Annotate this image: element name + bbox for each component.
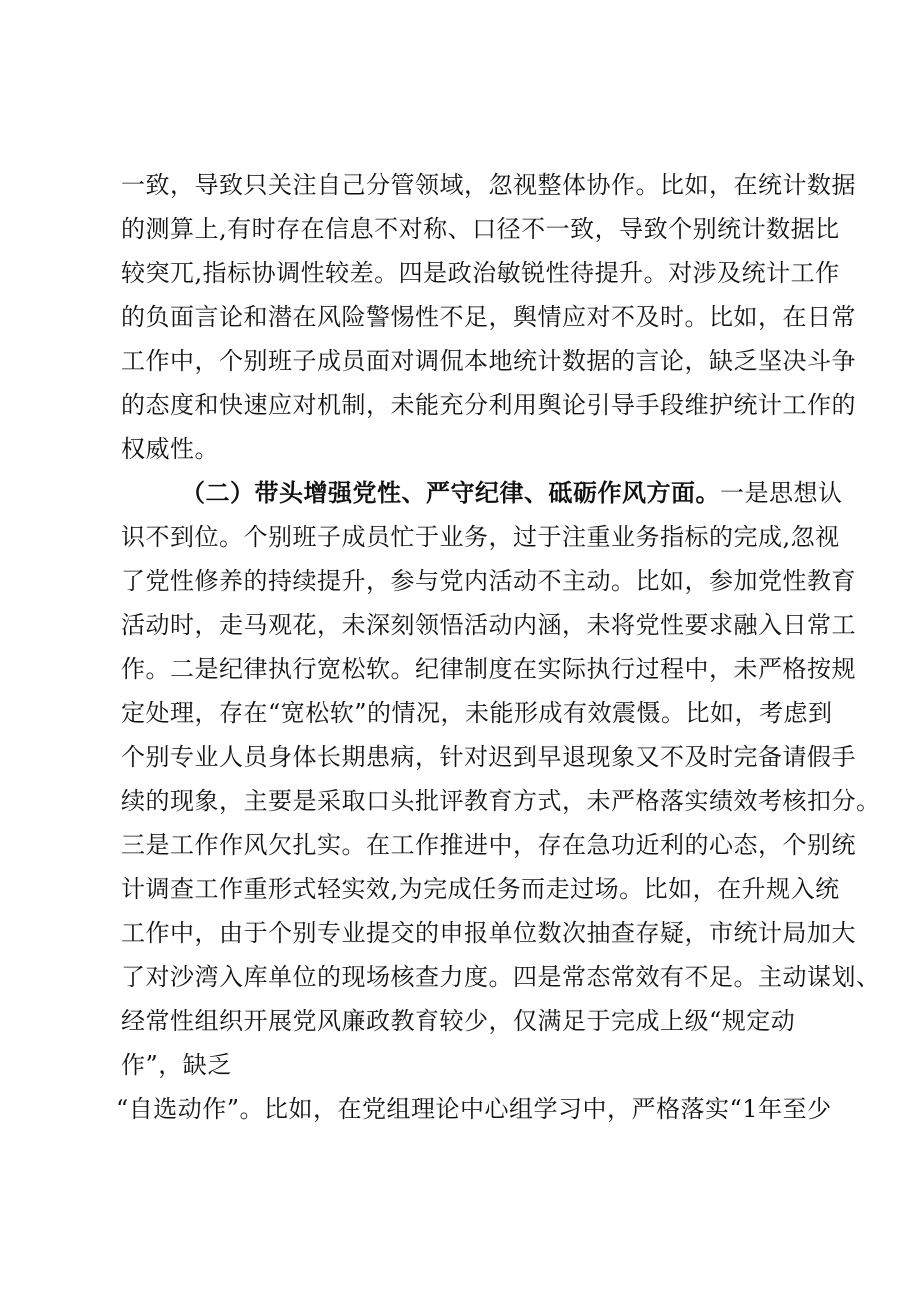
paragraph-line: 的态度和快速应对机制，未能充分利用舆论引导手段维护统计工作的 bbox=[121, 391, 856, 419]
paragraph-line: 工作中，由于个别专业提交的申报单位数次抽查存疑，市统计局加大 bbox=[121, 919, 856, 947]
paragraph-line: 一致，导致只关注自己分管领域，忽视整体协作。比如，在统计数据 bbox=[121, 171, 856, 199]
section-first-line bbox=[181, 478, 843, 508]
paragraph-line: 续的现象，主要是采取口头批评教育方式，未严格落实绩效考核扣分。 bbox=[121, 787, 881, 815]
paragraph-line: 活动时，走马观花，未深刻领悟活动内涵，未将党性要求融入日常工 bbox=[121, 611, 856, 639]
paragraph-line: 定处理，存在“宽松软”的情况，未能形成有效震慑。比如，考虑到 bbox=[121, 699, 833, 727]
paragraph-line: 作”，缺乏 bbox=[121, 1051, 232, 1079]
paragraph-line: 了对沙湾入库单位的现场核查力度。四是常态常效有不足。主动谋划、 bbox=[121, 963, 881, 991]
paragraph-line: 较突兀,指标协调性较差。四是政治敏锐性待提升。对涉及统计工作 bbox=[121, 259, 840, 287]
paragraph-line: 工作中，个别班子成员面对调侃本地统计数据的言论，缺乏坚决斗争 bbox=[121, 347, 856, 375]
section-heading: （二）带头增强党性、严守纪律、砥砺作风方面。 bbox=[181, 478, 720, 507]
paragraph-line: 的测算上,有时存在信息不对称、口径不一致，导致个别统计数据比 bbox=[121, 215, 840, 243]
paragraph-line: 计调查工作重形式轻实效,为完成任务而走过场。比如，在升规入统 bbox=[121, 875, 840, 903]
paragraph-line: 经常性组织开展党风廉政教育较少，仅满足于完成上级“规定动 bbox=[121, 1007, 796, 1035]
paragraph-line: 个别专业人员身体长期患病，针对迟到早退现象又不及时完备请假手 bbox=[121, 743, 856, 771]
paragraph-line: 三是工作作风欠扎实。在工作推进中，存在急功近利的心态，个别统 bbox=[121, 831, 856, 859]
paragraph-line: 的负面言论和潜在风险警惕性不足，舆情应对不及时。比如，在日常 bbox=[121, 303, 856, 331]
paragraph-line: 了党性修养的持续提升，参与党内活动不主动。比如，参加党性教育 bbox=[121, 567, 856, 595]
paragraph-line: 权威性。 bbox=[121, 435, 219, 463]
section-first-line-text: 一是思想认 bbox=[720, 479, 843, 507]
paragraph-line: 作。二是纪律执行宽松软。纪律制度在实际执行过程中，未严格按规 bbox=[121, 655, 856, 683]
paragraph-line: 识不到位。个别班子成员忙于业务，过于注重业务指标的完成,忽视 bbox=[121, 523, 840, 551]
paragraph-line: “自选动作”。比如，在党组理论中心组学习中，严格落实“1年至少 bbox=[116, 1095, 832, 1123]
